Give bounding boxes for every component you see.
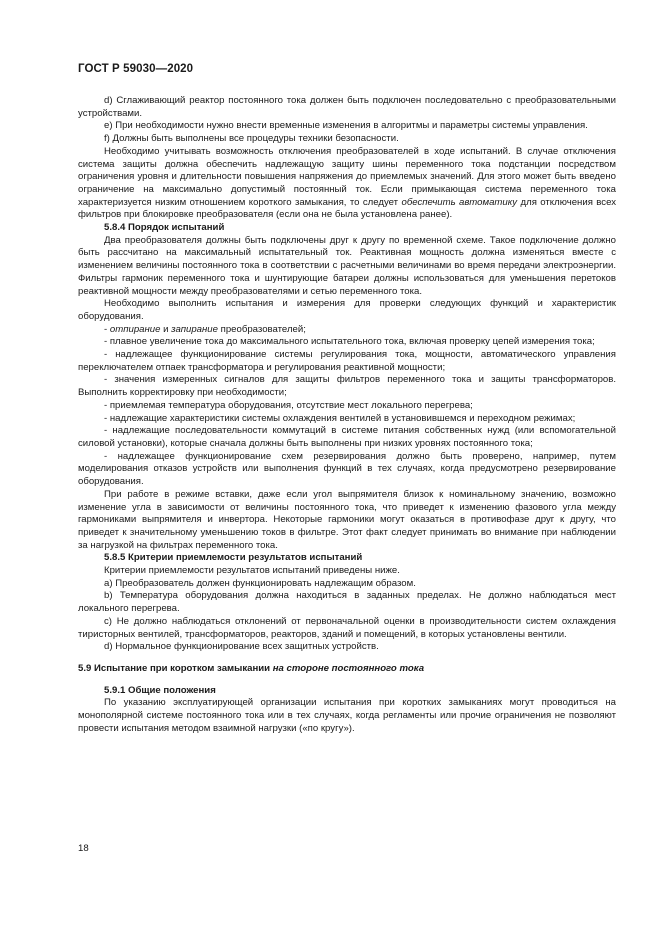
list-item: - надлежащее функционирование схем резервирования должно быть проверено, например, путем моделирования отказов устройств или выполнения функций в тех случаях, когда предусмотрено резервирование оборудования. xyxy=(78,450,616,488)
section-heading: 5.8.4 Порядок испытаний xyxy=(104,222,225,234)
emphasis-text: отпирание xyxy=(109,323,161,335)
list-item: - надлежащие последовательности коммутаций в системе питания собственных нужд (или вспомогательной силовой установки), которые сначала должны быть выполнены при низких уровнях постоянного тока; xyxy=(78,425,616,449)
list-item: a) Преобразователь должен функционировать надлежащим образом. xyxy=(104,577,416,589)
list-item: f) Должны быть выполнены все процедуры техники безопасности. xyxy=(104,133,399,145)
section-heading xyxy=(78,663,616,676)
paragraph-text: преобразователей; xyxy=(217,323,306,335)
list-item: e) При необходимости нужно внести временные изменения в алгоритмы и параметры системы управления. xyxy=(104,120,588,132)
paragraph-text: Необходимо учитывать возможность отключения преобразователей в ходе испытаний. В случае отключения система защиты должна обеспечить надлежащую защиту шины переменного тока подстанции посредством ограничения уровня и длительности повышения напряжения до приемлемых значений. Для этого может быть введено ограничение на максимально допустимый постоянный ток. Если примыкающая система переменного тока характеризуется низким отношением короткого замыкания, то следует xyxy=(78,145,616,208)
paragraph: Критерии приемлемости результатов испытаний приведены ниже. xyxy=(104,565,400,577)
paragraph xyxy=(78,146,616,222)
page-number: 18 xyxy=(78,843,89,854)
list-item: d) Нормальное функционирование всех защитных устройств. xyxy=(104,641,379,653)
document-body xyxy=(78,95,616,735)
heading-emphasis: на стороне постоянного тока xyxy=(272,662,425,674)
paragraph: При работе в режиме вставки, даже если угол выпрямителя близок к номинальному значению, возможно изменение угла в зависимости от величины постоянного тока, что приведет к изменению фазового угла между гармониками выпрямителя и инвертора. Некоторые гармоники могут оказаться в противофазе друг к другу, что приведет к значительному уменьшению токов в фильтре. Этот факт следует принимать во внимание при наблюдении за нагрузкой на фильтрах переменного тока. xyxy=(78,488,616,551)
paragraph: Необходимо выполнить испытания и измерения для проверки следующих функций и характеристик оборудования. xyxy=(78,298,616,322)
list-item: b) Температура оборудования должна находиться в заданных пределах. Не должно наблюдаться мест локального перегрева. xyxy=(78,590,616,615)
list-item xyxy=(78,324,616,337)
list-item: - значения измеренных сигналов для защиты фильтров переменного тока и защиты трансформаторов. Выполнить корректировку при необходимости; xyxy=(78,374,616,399)
paragraph-text: и xyxy=(160,323,172,335)
dash: - xyxy=(104,323,110,335)
heading-text: 5.9 Испытание при коротком замыкании xyxy=(78,662,273,674)
list-item: - плавное увеличение тока до максимального испытательного тока, включая проверку цепей измерения тока; xyxy=(104,336,595,348)
list-item: - надлежащее функционирование системы регулирования тока, мощности, автоматического управления переключателем отпаек трансформатора и регулирования реактивной мощности; xyxy=(78,349,616,373)
list-item: d) Сглаживающий реактор постоянного тока должен быть подключен последовательно с преобразовательными устройствами. xyxy=(78,95,616,119)
section-heading: 5.8.5 Критерии приемлемости результатов испытаний xyxy=(104,552,363,564)
emphasis-text: запирание xyxy=(171,323,218,335)
paragraph-text: для отключения всех фильтров при блокировке преобразователя (если она не была установлена ранее). xyxy=(78,196,616,221)
emphasis-text: обеспечить автоматику xyxy=(401,196,518,208)
paragraph: По указанию эксплуатирующей организации испытания при коротких замыканиях могут проводиться на монополярной системе постоянного тока или в тех случаях, когда регламенты или прочие ограничения не позволяют провести испытания методом взаимной нагрузки («по кругу»). xyxy=(78,697,616,734)
paragraph: Два преобразователя должны быть подключены друг к другу по временной схеме. Такое подключение должно быть рассчитано на максимальный испытательный ток. Реактивная мощность должна изменяться вместе с изменением величины постоянного тока в соответствии с расчетными величинами во время передачи электроэнергии. Фильтры гармоник переменного тока и шунтирующие батареи должны использоваться для уменьшения перетоков реактивной мощности между преобразователями и сетью переменного тока. xyxy=(78,234,616,297)
section-heading: 5.9.1 Общие положения xyxy=(104,684,216,696)
list-item: - надлежащие характеристики системы охлаждения вентилей в установившемся и переходном режимах; xyxy=(104,412,576,424)
list-item: c) Не должно наблюдаться отклонений от первоначальной оценки в производительности систем охлаждения тиристорных вентилей, трансформаторов, реакторов, зданий и помещений, в которых установлены вентили. xyxy=(78,615,616,640)
document-header: ГОСТ Р 59030—2020 xyxy=(78,63,194,75)
list-item: - приемлемая температура оборудования, отсутствие мест локального перегрева; xyxy=(104,399,473,411)
